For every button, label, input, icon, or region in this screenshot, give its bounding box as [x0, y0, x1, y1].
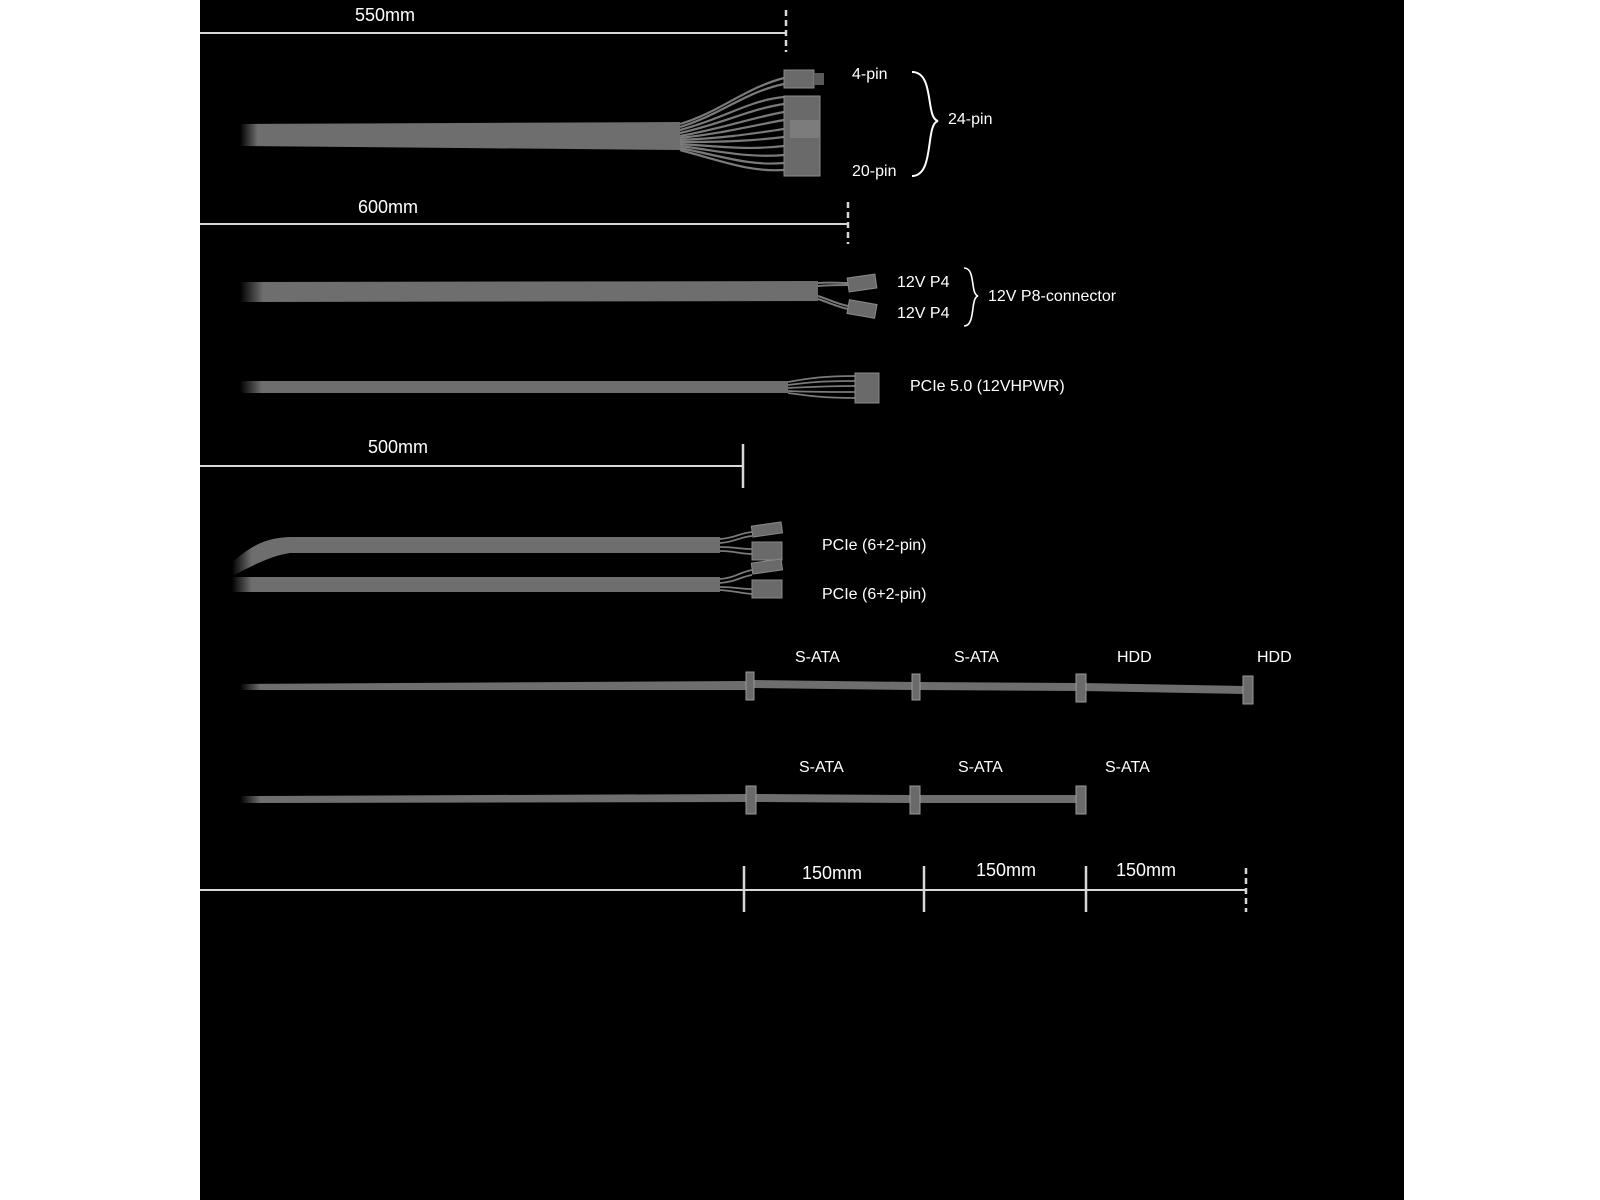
label-12v-p4-first: 12V P4 — [897, 274, 950, 291]
connector-hdd-2 — [1243, 676, 1253, 704]
label-hdd-2: HDD — [1257, 649, 1292, 666]
label-hdd-1: HDD — [1117, 649, 1152, 666]
cable-pcie-dual — [232, 522, 927, 603]
cable-cpu-p8 — [240, 268, 1117, 326]
connector-pcie-b — [752, 580, 782, 598]
dimension-550mm — [200, 5, 786, 52]
label-sata-1: S-ATA — [795, 649, 840, 666]
cable-12vhpwr — [240, 373, 1065, 403]
connector-sata-2 — [912, 674, 920, 700]
brace-icon — [964, 268, 978, 326]
label-12vhpwr: PCIe 5.0 (12VHPWR) — [910, 378, 1065, 395]
dimension-label: 550mm — [355, 5, 416, 25]
label-12v-p8: 12V P8-connector — [988, 288, 1117, 305]
connector-sata-1 — [746, 786, 756, 814]
label-12v-p4-second: 12V P4 — [897, 305, 950, 322]
label-20pin: 20-pin — [852, 163, 897, 180]
label-sata-3: S-ATA — [1105, 759, 1150, 776]
dimension-label: 150mm — [976, 860, 1037, 880]
cable-sata-hdd — [240, 649, 1292, 704]
connector-sata-1 — [746, 672, 754, 700]
label-pcie-second: PCIe (6+2-pin) — [822, 586, 927, 603]
label-pcie-first: PCIe (6+2-pin) — [822, 537, 927, 554]
dimension-600mm — [200, 197, 848, 244]
connector-pcie-a — [752, 542, 782, 560]
connector-12vhpwr — [855, 373, 879, 403]
connector-sata-3 — [1076, 786, 1086, 814]
connector-4pin — [784, 70, 814, 88]
connector-sata-2 — [910, 786, 920, 814]
connector-hdd-1 — [1076, 674, 1086, 702]
dimension-label: 600mm — [358, 197, 419, 217]
label-24pin: 24-pin — [948, 111, 993, 128]
dimension-500mm — [200, 437, 743, 488]
label-sata-1: S-ATA — [799, 759, 844, 776]
cable-sata — [240, 759, 1150, 814]
label-4pin: 4-pin — [852, 66, 888, 83]
dimension-label: 150mm — [802, 863, 863, 883]
cable-diagram — [200, 0, 1404, 1200]
label-sata-2: S-ATA — [954, 649, 999, 666]
cable-24pin-atx — [240, 66, 992, 180]
cable-diagram-canvas — [200, 0, 1404, 1200]
connector-12v-p4-a — [847, 274, 877, 292]
dimension-label: 150mm — [1116, 860, 1177, 880]
label-sata-2: S-ATA — [958, 759, 1003, 776]
dimension-label: 500mm — [368, 437, 429, 457]
brace-icon — [912, 72, 938, 176]
connector-12v-p4-b — [847, 300, 877, 319]
dimension-150mm-segments — [200, 860, 1246, 912]
